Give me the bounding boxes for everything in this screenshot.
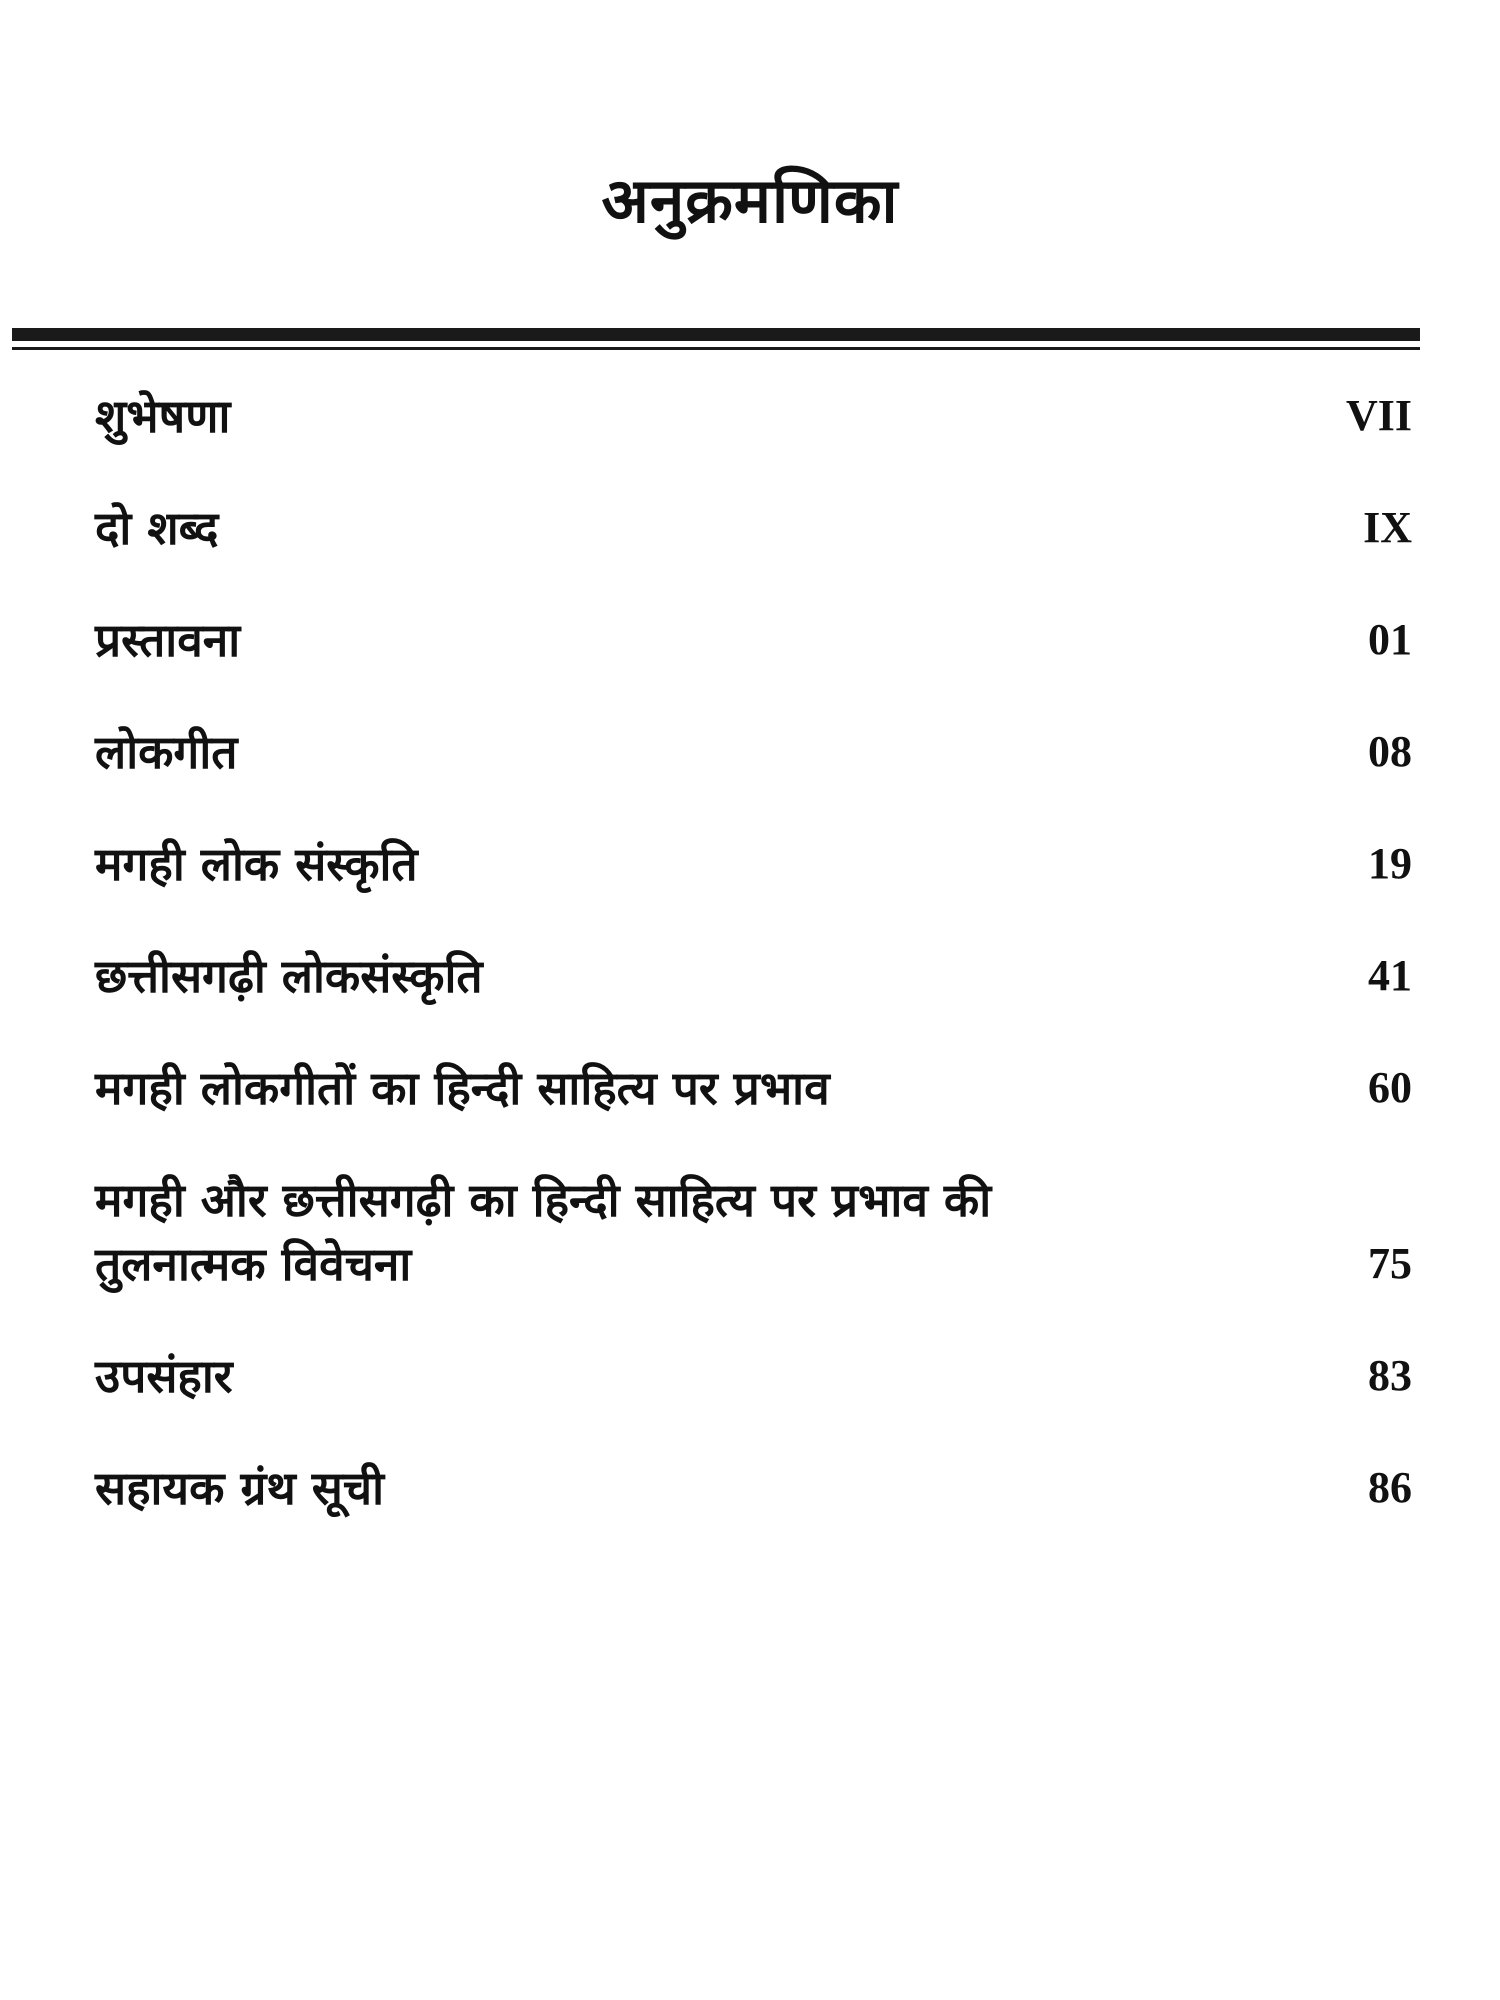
toc-entry-label: छत्तीसगढ़ी लोकसंस्कृति bbox=[95, 949, 483, 1003]
title-rule-thin bbox=[12, 347, 1420, 350]
toc-entry-page: 83 bbox=[1368, 1351, 1412, 1400]
toc-entry-label-line1: मगही और छत्तीसगढ़ी का हिन्दी साहित्य पर प्रभाव की bbox=[95, 1173, 992, 1227]
toc-entry-label: दो शब्द bbox=[95, 501, 219, 555]
toc-entry-page: 08 bbox=[1368, 727, 1412, 776]
toc-entry-page: 86 bbox=[1368, 1463, 1412, 1512]
page-title: अनुक्रमणिका bbox=[601, 164, 899, 237]
toc-entry-label: मगही लोक संस्कृति bbox=[95, 837, 418, 891]
toc-entry-page: 41 bbox=[1368, 951, 1412, 1000]
title-rule-thick bbox=[12, 328, 1420, 341]
toc-entry-page: 60 bbox=[1368, 1063, 1412, 1112]
toc-entry-page: 01 bbox=[1368, 615, 1412, 664]
toc-entry-label: लोकगीत bbox=[95, 725, 238, 779]
toc-entry-page: 75 bbox=[1368, 1239, 1412, 1288]
toc-entry-label-line2: तुलनात्मक विवेचना bbox=[95, 1237, 412, 1291]
toc-entry-label: मगही लोकगीतों का हिन्दी साहित्य पर प्रभाव bbox=[95, 1061, 830, 1115]
toc-entry-page: 19 bbox=[1368, 839, 1412, 888]
toc-entry-page: VII bbox=[1345, 391, 1412, 440]
toc-entry-label: सहायक ग्रंथ सूची bbox=[95, 1461, 385, 1515]
toc-entry-label: उपसंहार bbox=[95, 1349, 233, 1403]
toc-entry-label: शुभेषणा bbox=[95, 389, 231, 443]
toc-entry-page: IX bbox=[1363, 503, 1412, 552]
toc-entry-label: प्रस्तावना bbox=[95, 613, 241, 667]
